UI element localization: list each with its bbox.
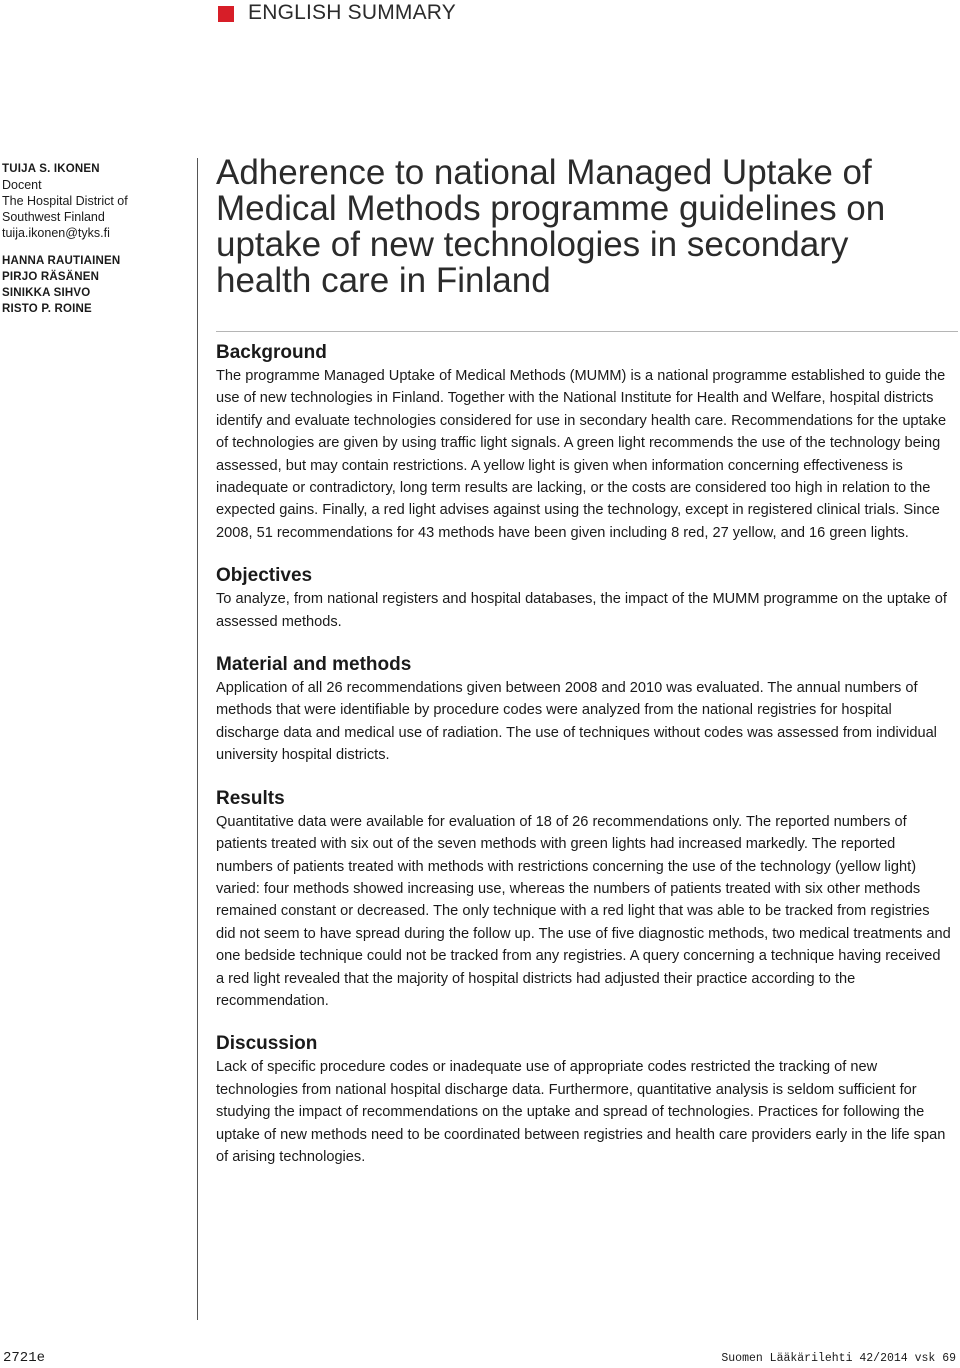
author-name: TUIJA S. IKONEN <box>2 163 100 175</box>
section-label: ENGLISH SUMMARY <box>248 1 456 24</box>
page-number: 2721e <box>3 1350 46 1366</box>
section-text: The programme Managed Uptake of Medical Methods (MUMM) is a national programme established to guide the use of new technologies in Finland. Together with the National Institute for Health and Welfare, hospital districts identify and evaluate technologies considered for use in secondary health care. Recommendations for the uptake of technologies are given by using traffic light signals. A green light recommends the use of the technology being assessed, but may contain restrictions. A yellow light is given when information concerning effectiveness is inadequate or contradictory, long term results are lacking, or the costs are considered too high in relation to the expected gains. Finally, a red light advises against using the technology, except in registered clinical trials. Since 2008, 51 recommendations for 43 methods have been given including 8 red, 27 yellow, and 16 green lights. <box>216 368 947 541</box>
title-divider <box>216 331 958 332</box>
author-title: Docent <box>2 178 42 192</box>
author-name: PIRJO RÄSÄNEN <box>2 271 100 283</box>
section-heading: Background <box>216 342 327 363</box>
author-name: SINIKKA SIHVO <box>2 287 91 299</box>
section-heading: Results <box>216 787 285 809</box>
vertical-divider <box>197 158 198 1320</box>
author-affiliation: The Hospital District of <box>2 194 128 208</box>
section-heading: Material and methods <box>216 654 412 676</box>
section-results <box>216 787 952 1013</box>
section-text: Quantitative data were available for evaluation of 18 of 26 recommendations only. The reported numbers of patients treated with six out of the seven methods with green lights had increased markedly. The reported numbers of patients treated with methods with restrictions concerning the use of the technology (yellow light) varied: four methods showed increasing use, whereas the numbers of patients treated with six other methods remained constant or decreased. The only technique with a red light that was able to be tracked from registries did not seem to have spread during the follow up. The use of five diagnostic methods, two medical treatments and one bedside technique could not be tracked from any registries. A query concerning a technique having received a red light revealed that the majority of hospital districts had adjusted their practice according to the recommendation. <box>216 813 951 1009</box>
article-body <box>216 341 952 1188</box>
article-title: Adherence to national Managed Uptake of Medical Methods programme guidelines on uptake of new technologies in secondary health care in Finland <box>216 153 886 300</box>
section-marker-square <box>218 6 234 22</box>
section-discussion <box>216 1032 952 1168</box>
journal-info: Suomen Lääkärilehti 42/2014 vsk 69 <box>721 1352 956 1365</box>
section-objectives <box>216 564 952 633</box>
section-text: Lack of specific procedure codes or inadequate use of appropriate codes restricted the tracking of new technologies from national hospital discharge data. Furthermore, quantitative analysis is seldom sufficient for studying the impact of recommendations on the uptake and spread of technologies. Practices for following the uptake of new methods need to be coordinated between registries and health care providers early in the life span of arising technologies. <box>216 1059 946 1165</box>
section-background <box>216 341 952 544</box>
section-text: Application of all 26 recommendations given between 2008 and 2010 was evaluated. The annual numbers of methods that were identifiable by procedure codes were analyzed from the national registries for hospital discharge data and medical use of radiation. The use of techniques without codes was assessed from individual university hospital districts. <box>216 680 937 764</box>
author-email: tuija.ikonen@tyks.fi <box>2 226 110 240</box>
section-text: To analyze, from national registers and hospital databases, the impact of the MUMM programme on the uptake of assessed methods. <box>216 591 947 630</box>
section-heading: Discussion <box>216 1033 318 1055</box>
author-sidebar <box>2 161 187 317</box>
section-heading: Objectives <box>216 565 313 587</box>
author-name: RISTO P. ROINE <box>2 303 92 315</box>
section-material-methods <box>216 653 952 767</box>
author-affiliation: Southwest Finland <box>2 210 105 224</box>
author-name: HANNA RAUTIAINEN <box>2 255 121 267</box>
